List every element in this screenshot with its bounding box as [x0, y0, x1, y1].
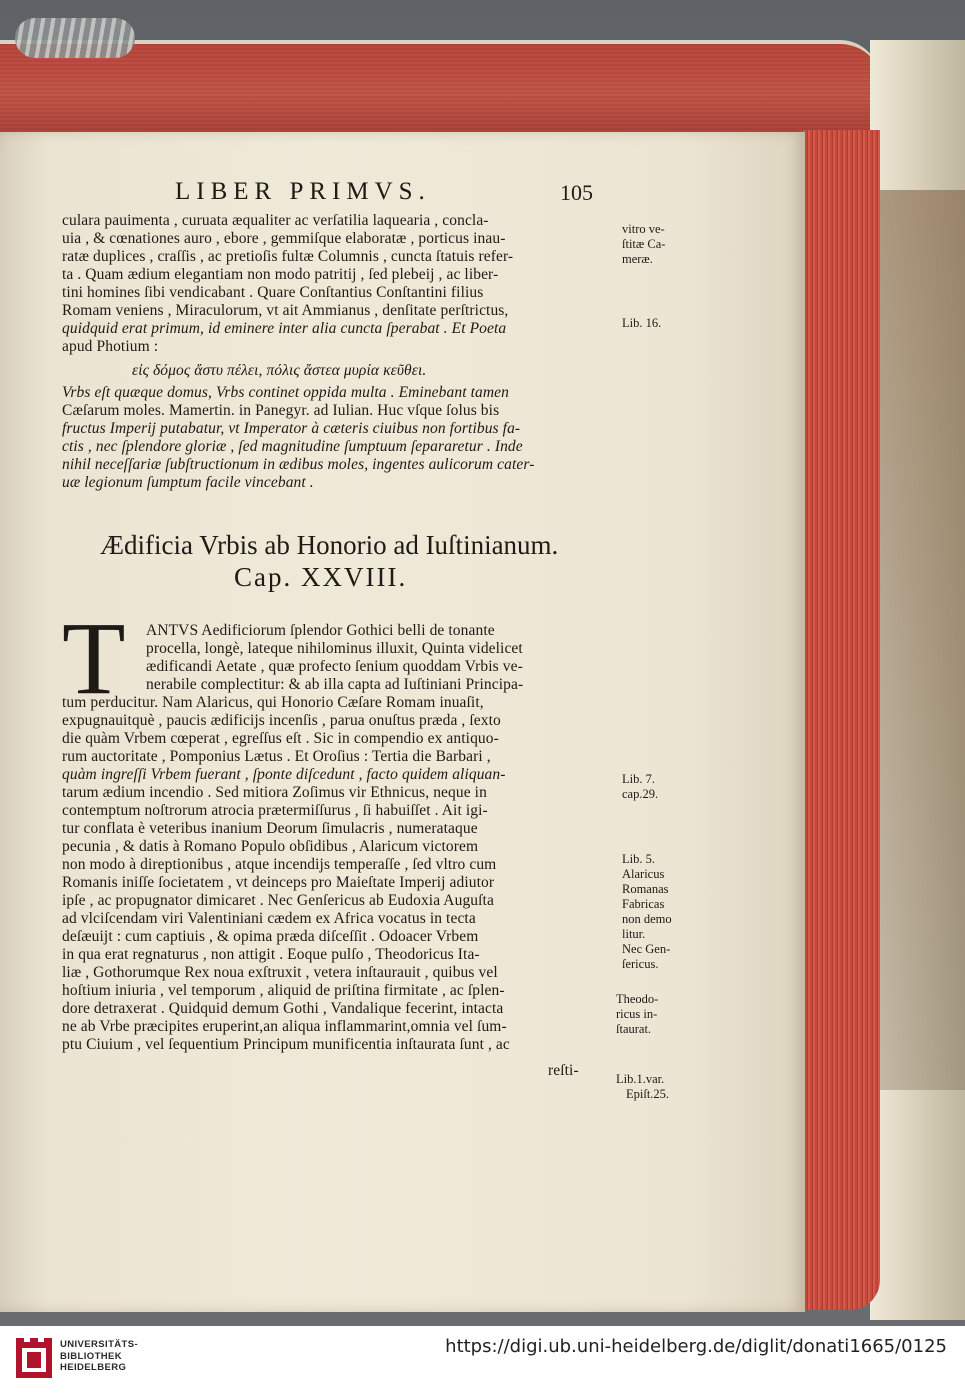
margin-note: Epiſt.25. [626, 1087, 670, 1101]
text-line: tur conflata è veteribus inanium Deorum ſimulacris , numerataque [62, 820, 478, 837]
text-line: tini homines ſibi vendicabant . Quare Conſtantius Conſtantini filius [62, 284, 484, 301]
margin-note: non demo [622, 912, 672, 926]
text-line: deſæuijt : cum captiuis , & opima præda diſceſſit . Odoacer Vrbem [62, 928, 479, 945]
text-line: culara pauimenta , curuata æqualiter ac verſatilia laquearia , concla- [62, 212, 489, 229]
margin-note: ſericus. [622, 957, 659, 971]
margin-note: Romanas [622, 882, 669, 896]
text-line: ta . Quam ædium elegantiam non modo patritij , ſed plebeij , ac liber- [62, 266, 499, 283]
chapter-title: Ædificia Vrbis ab Honorio ad Iuſtinianum. [100, 530, 559, 560]
text-line: rum auctoritate , Pomponius Lætus . Et Oroſius : Tertia die Barbari , [62, 748, 491, 765]
bookmark-ribbon [15, 18, 135, 58]
margin-note: ſtaurat. [616, 1022, 652, 1036]
catchword: reſti- [548, 1062, 579, 1079]
text-line: ptu Ciuium , vel ſequentium Principum munificentia inſtaurata ſunt , ac [62, 1036, 510, 1053]
margin-note: cap.29. [622, 787, 659, 801]
margin-note: Fabricas [622, 897, 665, 911]
text-line: ipſe , ac propugnator dimicaret . Nec Genſericus ab Eudoxia Auguſta [62, 892, 494, 909]
text-line: in qua erat regnaturus , non attigit . Eoque pulſo , Theodoricus Ita- [62, 946, 480, 963]
text-line: pecunia , & datis à Romano Populo obſidibus , Alaricum victorem [62, 838, 479, 855]
text-line: contemptum noſtrorum atrocia prætermiſſurus , ſi habuiſſet . Ait igi- [62, 802, 488, 819]
book-fore-edge [800, 130, 880, 1310]
running-head: LIBER PRIMVS. [175, 178, 431, 205]
margin-note: Lib.1.var. [616, 1072, 665, 1086]
page-number: 105 [560, 180, 593, 205]
text-line: quàm ingreſſi Vrbem fuerant , ſponte diſcedunt , facto quidem aliquan- [62, 766, 506, 783]
greek-verse: εἰς δόμος ἄστυ πέλει, πόλις ἄστεα μυρία κεῦθει. [132, 362, 427, 379]
text-line: non modo à direptionibus , atque incendijs temperaſſe , ſed vltro cum [62, 856, 497, 873]
text-line: liæ , Gothorumque Rex noua exſtruxit , vetera inſtaurauit , quibus vel [62, 964, 498, 981]
margin-note: Lib. 16. [622, 316, 662, 330]
text-line: expugnauitquè , paucis ædificijs incenſis , parua onuſtus præda , ſexto [62, 712, 501, 729]
text-line: Vrbs eſt quæque domus, Vrbs continet oppida multa . Eminebant tamen [62, 384, 509, 401]
text-line: tum perducitur. Nam Alaricus, qui Honorio Cæſare Romam inuaſit, [62, 694, 484, 711]
text-line: uia , & cœnationes auro , ebore , gemmiſque elaboratæ , porticus inau- [62, 230, 506, 247]
text-line: nihil neceſſariæ ſubſtructionum in ædibus moles, ingentes aulicorum cater- [62, 456, 535, 473]
margin-note: Alaricus [622, 867, 665, 881]
chapter-number: Cap. XXVIII. [234, 562, 408, 592]
text-line: dore detraxerat . Quidquid demum Gothi , Vandalique fecerint, intacta [62, 1000, 504, 1017]
text-line: hoſtium iniuria , vel temporum , aliquid de priſtina firmitate , ac ſplen- [62, 982, 505, 999]
text-line: Cæſarum moles. Mamertin. in Panegyr. ad Iulian. Huc vſque ſolus bis [62, 402, 500, 419]
margin-note: ſtitæ Ca- [622, 237, 666, 251]
text-line: procella, longè, lateque nihilominus illuxit, Quinta videlicet [146, 640, 523, 657]
text-line: ratæ duplices , craſſis , ac pretioſis fultæ Columnis , cuncta ſtatuis refer- [62, 248, 514, 265]
margin-note: vitro ve- [622, 222, 665, 236]
text-line: Romanis iniſſe ſocietatem , vt deinceps pro Maieſtate Imperij adiutor [62, 874, 495, 891]
library-name[interactable]: UNIVERSITÄTS- BIBLIOTHEK HEIDELBERG [60, 1339, 139, 1373]
text-line: Romam veniens , Miraculorum, vt ait Ammianus , denſitate perſtrictus, [62, 302, 509, 319]
text-line: ne ab Vrbe præcipites eruperint,an aliqua inflammarint,omnia vel ſum- [62, 1018, 507, 1035]
margin-note: Nec Gen- [622, 942, 671, 956]
text-line: die quàm Vrbem cœperat , egreſſus eſt . Sic in compendio ex antiquo- [62, 730, 499, 747]
text-line: tarum ædium incendio . Sed mitiora Zoſimus vir Ethnicus, neque in [62, 784, 487, 801]
margin-note: Theodo- [616, 992, 659, 1006]
text-line: ædificandi Aetate , quæ profecto ſenium quoddam Vrbis ve- [146, 658, 523, 675]
text-line: ANTVS Aedificiorum ſplendor Gothici belli de tonante [146, 622, 495, 639]
margin-note: Lib. 7. [622, 772, 655, 786]
text-line: ad vlciſcendam viri Valentiniani cædem ex Africa vocatus in tecta [62, 910, 476, 927]
drop-cap: T [62, 601, 126, 716]
permalink-url[interactable]: https://digi.ub.uni-heidelberg.de/diglit/donati1665/0125 [445, 1336, 947, 1357]
margin-note: meræ. [622, 252, 653, 266]
text-line: uæ legionum ſumptum facile vincebant . [62, 474, 314, 491]
text-line: apud Photium : [62, 338, 159, 355]
text-line: quidquid erat primum, id eminere inter alia cuncta ſperabat . Et Poeta [62, 320, 507, 337]
margin-note: litur. [622, 927, 646, 941]
text-line: fructus Imperij putabatur, vt Imperator à cæteris ciuibus non fortibus fa- [62, 420, 521, 437]
margin-note: Lib. 5. [622, 852, 655, 866]
margin-note: ricus in- [616, 1007, 658, 1021]
university-seal-icon[interactable] [14, 1336, 54, 1382]
text-line: nerabile complectitur: & ab illa capta ad Iuſtiniani Principa- [146, 676, 524, 693]
text-line: ctis , nec ſplendore gloriæ , ſed magnitudine ſumptuum ſepararetur . Inde [62, 438, 523, 455]
